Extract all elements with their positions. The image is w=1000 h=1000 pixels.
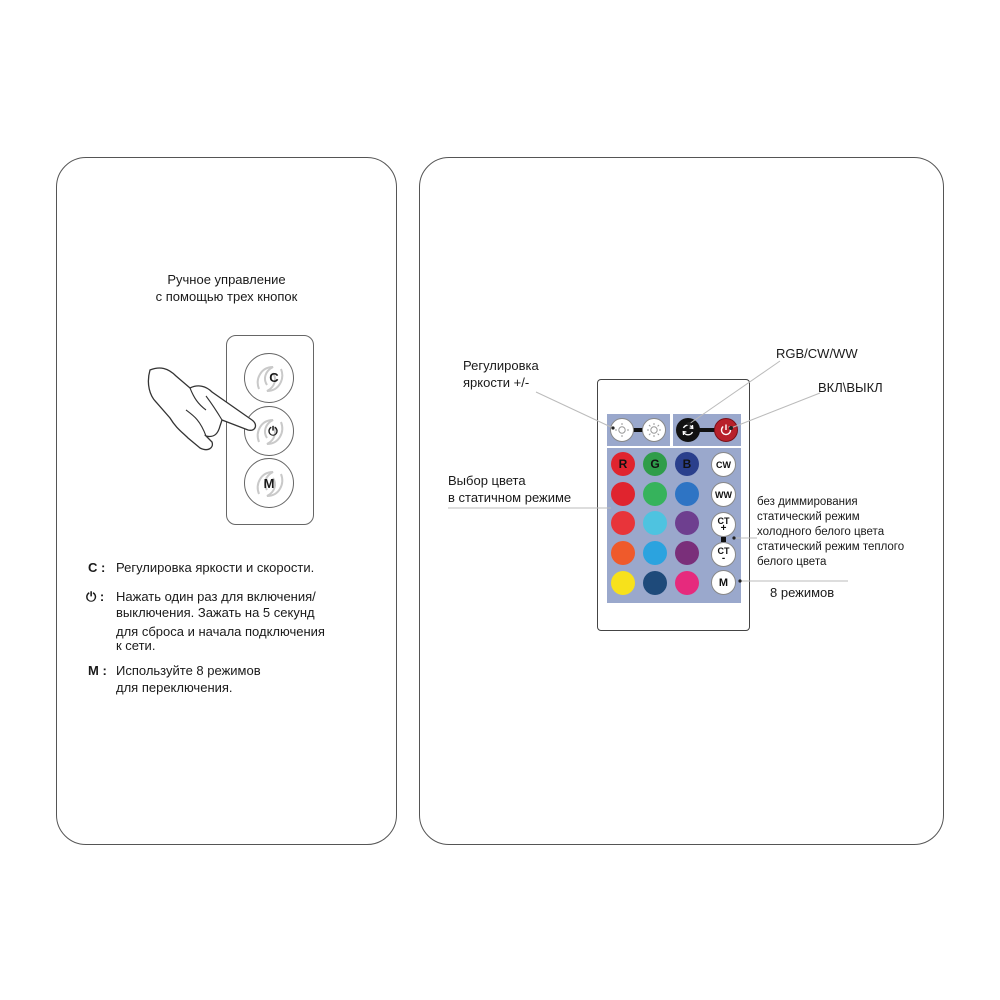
label-color-select-line1: Выбор цвета — [448, 473, 526, 488]
label-brightness-line2: яркости +/- — [463, 375, 530, 390]
legend-c-key: C : — [88, 560, 106, 575]
color-button-row4-3[interactable] — [675, 541, 699, 565]
label-ct-line5: белого цвета — [757, 556, 827, 568]
legend-m-line1: Используйте 8 режимов — [116, 663, 261, 678]
color-button-row4-2[interactable] — [643, 541, 667, 565]
legend-power-line3: для сброса и начала подключения — [116, 624, 325, 639]
label-ct-line3: холодного белого цвета — [757, 526, 885, 538]
cw-label: CW — [716, 459, 731, 470]
brightness-up-button[interactable] — [642, 418, 666, 442]
ct-minus-button[interactable] — [711, 542, 736, 567]
label-modes: 8 режимов — [770, 585, 835, 600]
label-ct-line4: статический режим теплого — [757, 541, 905, 553]
green-label: G — [650, 457, 660, 471]
power-button-label: ⏻ — [268, 423, 278, 438]
left-title-line2: с помощью трех кнопок — [155, 289, 298, 304]
label-on-off: ВКЛ\ВЫКЛ — [818, 380, 883, 395]
color-button-row2-2[interactable] — [643, 482, 667, 506]
legend-c-text: Регулировка яркости и скорости. — [116, 560, 315, 575]
color-button-red[interactable] — [611, 452, 635, 476]
label-ct-line2: статический режим — [757, 511, 860, 523]
label-brightness-line1: Регулировка — [463, 358, 539, 373]
cold-white-button[interactable] — [711, 452, 736, 477]
m-button-label: M — [263, 475, 275, 491]
color-button-row3-3[interactable] — [675, 511, 699, 535]
color-button-blue[interactable] — [675, 452, 699, 476]
ct-plus-button[interactable] — [711, 512, 736, 537]
sun-bright-icon — [646, 422, 662, 438]
ct-minus-sign: - — [721, 552, 726, 564]
label-color-select-line2: в статичном режиме — [448, 490, 572, 505]
red-label: R — [618, 457, 628, 471]
mode-button[interactable] — [711, 570, 736, 595]
color-button-row5-1[interactable] — [611, 571, 635, 595]
legend-m-line2: для переключения. — [116, 680, 233, 695]
color-button-row5-2[interactable] — [643, 571, 667, 595]
brightness-down-button[interactable] — [610, 418, 634, 442]
warm-white-button[interactable] — [711, 482, 736, 507]
on-off-button[interactable] — [714, 418, 738, 442]
ct-plus-label: CT — [717, 515, 730, 526]
color-button-row5-3[interactable] — [675, 571, 699, 595]
ct-plus-sign: + — [720, 522, 727, 534]
ww-label: WW — [715, 489, 732, 500]
legend-power-key: ⏻ : — [86, 589, 105, 604]
legend-power-line2: выключения. Зажать на 5 секунд — [116, 605, 315, 620]
sun-dim-icon — [614, 422, 630, 438]
m-button[interactable] — [244, 458, 294, 508]
legend-power-line4: к сети. — [116, 638, 156, 653]
power-icon — [719, 423, 733, 437]
ct-minus-label: CT — [717, 545, 730, 556]
label-ct-line1: без диммирования — [757, 496, 858, 508]
legend-m-key: M : — [88, 663, 107, 678]
c-button-label: C — [269, 369, 279, 385]
label-rgb-cw-ww: RGB/CW/WW — [776, 346, 858, 361]
power-button[interactable] — [244, 406, 294, 456]
blue-label: B — [682, 457, 692, 471]
left-title-line1: Ручное управление — [167, 272, 286, 287]
color-button-row3-2[interactable] — [643, 511, 667, 535]
color-button-row3-1[interactable] — [611, 511, 635, 535]
color-button-row2-1[interactable] — [611, 482, 635, 506]
mode-label: M — [718, 576, 729, 589]
color-button-row4-1[interactable] — [611, 541, 635, 565]
legend-power-line1: Нажать один раз для включения/ — [116, 589, 316, 604]
c-button[interactable] — [244, 353, 294, 403]
mode-cycle-button[interactable] — [676, 418, 700, 442]
cycle-icon — [680, 422, 696, 438]
color-button-green[interactable] — [643, 452, 667, 476]
color-button-row2-3[interactable] — [675, 482, 699, 506]
